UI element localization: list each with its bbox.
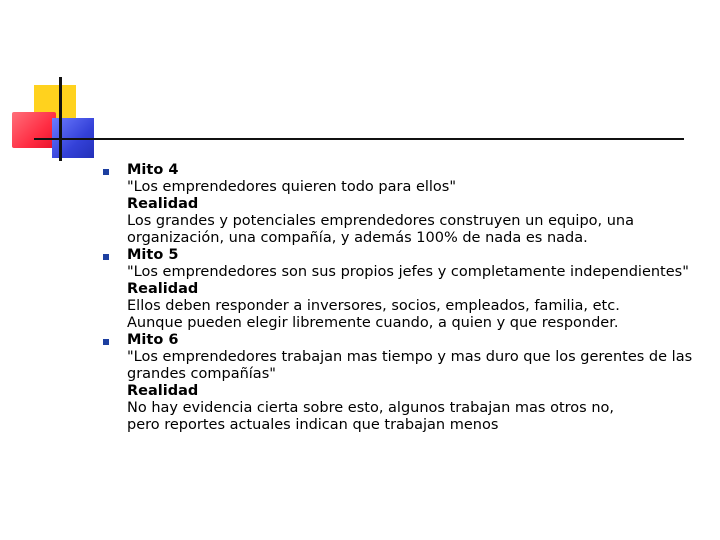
reality-label: Realidad [127,281,199,297]
reality-text-line: Los grandes y potenciales emprendedores construyen un equipo, una [127,213,634,229]
list-item-mito-4 [103,162,703,247]
reality-label: Realidad [127,196,199,212]
reality-text-line: Aunque pueden elegir libremente cuando, a quien y que responder. [127,315,619,331]
reality-label: Realidad [127,383,199,399]
myth-title: Mito 4 [127,162,179,178]
reality-text-line: pero reportes actuales indican que trabajan menos [127,417,499,433]
vertical-rule [59,77,62,161]
myth-title: Mito 6 [127,332,179,348]
myth-quote: "Los emprendedores son sus propios jefes y completamente independientes" [127,264,689,280]
red-square-shape [12,112,56,148]
bullet-icon [103,339,109,345]
list-item-mito-5 [103,247,703,332]
reality-text-line: Ellos deben responder a inversores, socios, empleados, familia, etc. [127,298,620,314]
reality-text-line: No hay evidencia cierta sobre esto, algunos trabajan mas otros no, [127,400,614,416]
myth-quote: "Los emprendedores quieren todo para ellos" [127,179,457,195]
myth-quote: "Los emprendedores trabajan mas tiempo y mas duro que los gerentes de las grandes compañías" [127,349,693,382]
myth-title: Mito 5 [127,247,179,263]
reality-text-line: organización, una compañía, y además 100% de nada es nada. [127,230,588,246]
slide-body [103,162,703,434]
slide-logo-decoration [0,0,720,170]
bullet-icon [103,169,109,175]
bullet-icon [103,254,109,260]
horizontal-rule [34,138,684,140]
list-item-mito-6 [103,332,703,434]
